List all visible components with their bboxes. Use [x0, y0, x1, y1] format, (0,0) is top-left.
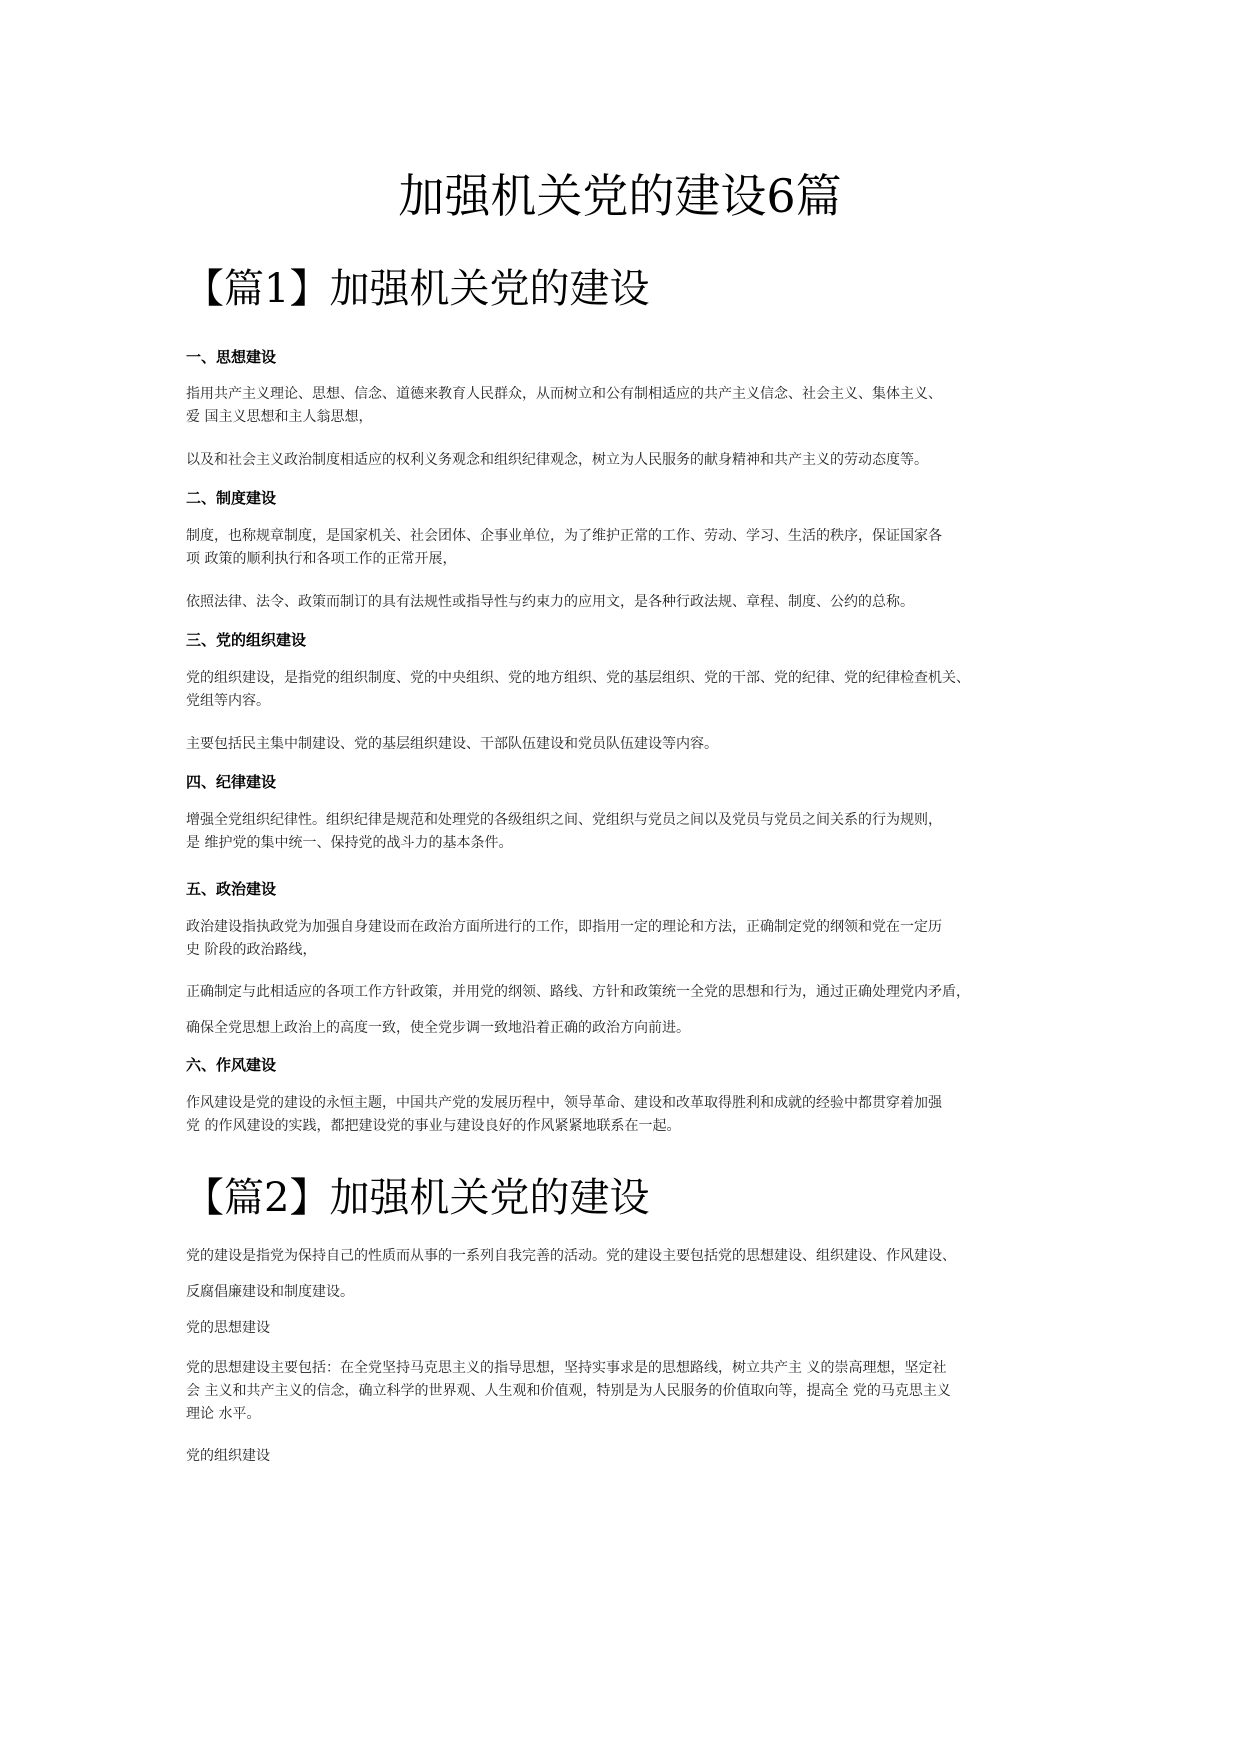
document-title: 加强机关党的建设6篇 — [398, 169, 842, 223]
paragraph — [186, 525, 1066, 571]
paragraph-line: 以及和社会主义政治制度相适应的权利义务观念和组织纪律观念，树立为人民服务的献身精神和共产主义的劳动态度等。 — [186, 452, 928, 468]
paragraph — [186, 981, 1066, 1004]
paragraph-line: 党的建设是指党为保持自己的性质而从事的一系列自我完善的活动。党的建设主要包括党的思想建设、组织建设、作风建设、 — [186, 1248, 956, 1264]
paragraph-line: 党的思想建设 — [186, 1320, 270, 1336]
subheading-organization: 三、党的组织建设 — [186, 631, 307, 649]
paragraph-line: 党的组织建设 — [186, 1448, 270, 1464]
paragraph — [186, 809, 1066, 855]
paragraph-line: 党的组织建设，是指党的组织制度、党的中央组织、党的地方组织、党的基层组织、党的干部、党的纪律、党的纪律检查机关、 — [186, 670, 970, 686]
paragraph-line: 党 的作风建设的实践，都把建设党的事业与建设良好的作风紧紧地联系在一起。 — [186, 1118, 681, 1134]
paragraph — [186, 1017, 1066, 1040]
paragraph — [186, 1317, 1066, 1340]
section-2-heading: 【篇2】加强机关党的建设 — [184, 1175, 650, 1221]
paragraph-line: 依照法律、法令、政策而制订的具有法规性或指导性与约束力的应用文，是各种行政法规、章程、制度、公约的总称。 — [186, 594, 914, 610]
paragraph-line: 制度，也称规章制度，是国家机关、社会团体、企事业单位，为了维护正常的工作、劳动、学习、生活的秩序，保证国家各 — [186, 528, 942, 544]
paragraph-line: 理论 水平。 — [186, 1406, 261, 1422]
paragraph-line: 反腐倡廉建设和制度建设。 — [186, 1284, 354, 1300]
subheading-system: 二、制度建设 — [186, 489, 277, 507]
paragraph-line: 党的思想建设主要包括：在全党坚持马克思主义的指导思想，坚持实事求是的思想路线，树立共产主 义的崇高理想，坚定社 — [186, 1360, 947, 1376]
paragraph — [186, 1445, 1066, 1468]
paragraph-line: 爱 国主义思想和主人翁思想， — [186, 409, 373, 425]
paragraph-line: 作风建设是党的建设的永恒主题，中国共产党的发展历程中，领导革命、建设和改革取得胜利和成就的经验中都贯穿着加强 — [186, 1095, 942, 1111]
paragraph-line: 会 主义和共产主义的信念，确立科学的世界观、人生观和价值观，特别是为人民服务的价值取向等，提高全 党的马克思主义 — [186, 1383, 951, 1399]
paragraph — [186, 1092, 1066, 1138]
paragraph-line: 项 政策的顺利执行和各项工作的正常开展， — [186, 551, 457, 567]
subheading-ideology: 一、思想建设 — [186, 348, 277, 366]
paragraph — [186, 667, 1066, 713]
paragraph — [186, 449, 1066, 472]
paragraph — [186, 733, 1066, 756]
section-1-heading: 【篇1】加强机关党的建设 — [184, 266, 650, 312]
paragraph-line: 指用共产主义理论、思想、信念、道德来教育人民群众，从而树立和公有制相适应的共产主义信念、社会主义、集体主义、 — [186, 386, 942, 402]
paragraph — [186, 383, 1066, 429]
paragraph — [186, 1281, 1066, 1304]
paragraph — [186, 1357, 1066, 1426]
paragraph-line: 主要包括民主集中制建设、党的基层组织建设、干部队伍建设和党员队伍建设等内容。 — [186, 736, 718, 752]
paragraph-line: 确保全党思想上政治上的高度一致，使全党步调一致地沿着正确的政治方向前进。 — [186, 1020, 690, 1036]
paragraph-line: 政治建设指执政党为加强自身建设而在政治方面所进行的工作，即指用一定的理论和方法，正确制定党的纲领和党在一定历 — [186, 919, 942, 935]
subheading-style: 六、作风建设 — [186, 1056, 277, 1074]
paragraph-line: 增强全党组织纪律性。组织纪律是规范和处理党的各级组织之间、党组织与党员之间以及党员与党员之间关系的行为规则， — [186, 812, 942, 828]
paragraph-line: 正确制定与此相适应的各项工作方针政策，并用党的纲领、路线、方针和政策统一全党的思想和行为，通过正确处理党内矛盾， — [186, 984, 970, 1000]
paragraph-line: 史 阶段的政治路线， — [186, 942, 317, 958]
paragraph — [186, 916, 1066, 962]
subheading-politics: 五、政治建设 — [186, 880, 277, 898]
paragraph — [186, 591, 1066, 614]
paragraph-line: 是 维护党的集中统一、保持党的战斗力的基本条件。 — [186, 835, 513, 851]
paragraph-line: 党组等内容。 — [186, 693, 270, 709]
subheading-discipline: 四、纪律建设 — [186, 773, 277, 791]
paragraph — [186, 1245, 1066, 1268]
